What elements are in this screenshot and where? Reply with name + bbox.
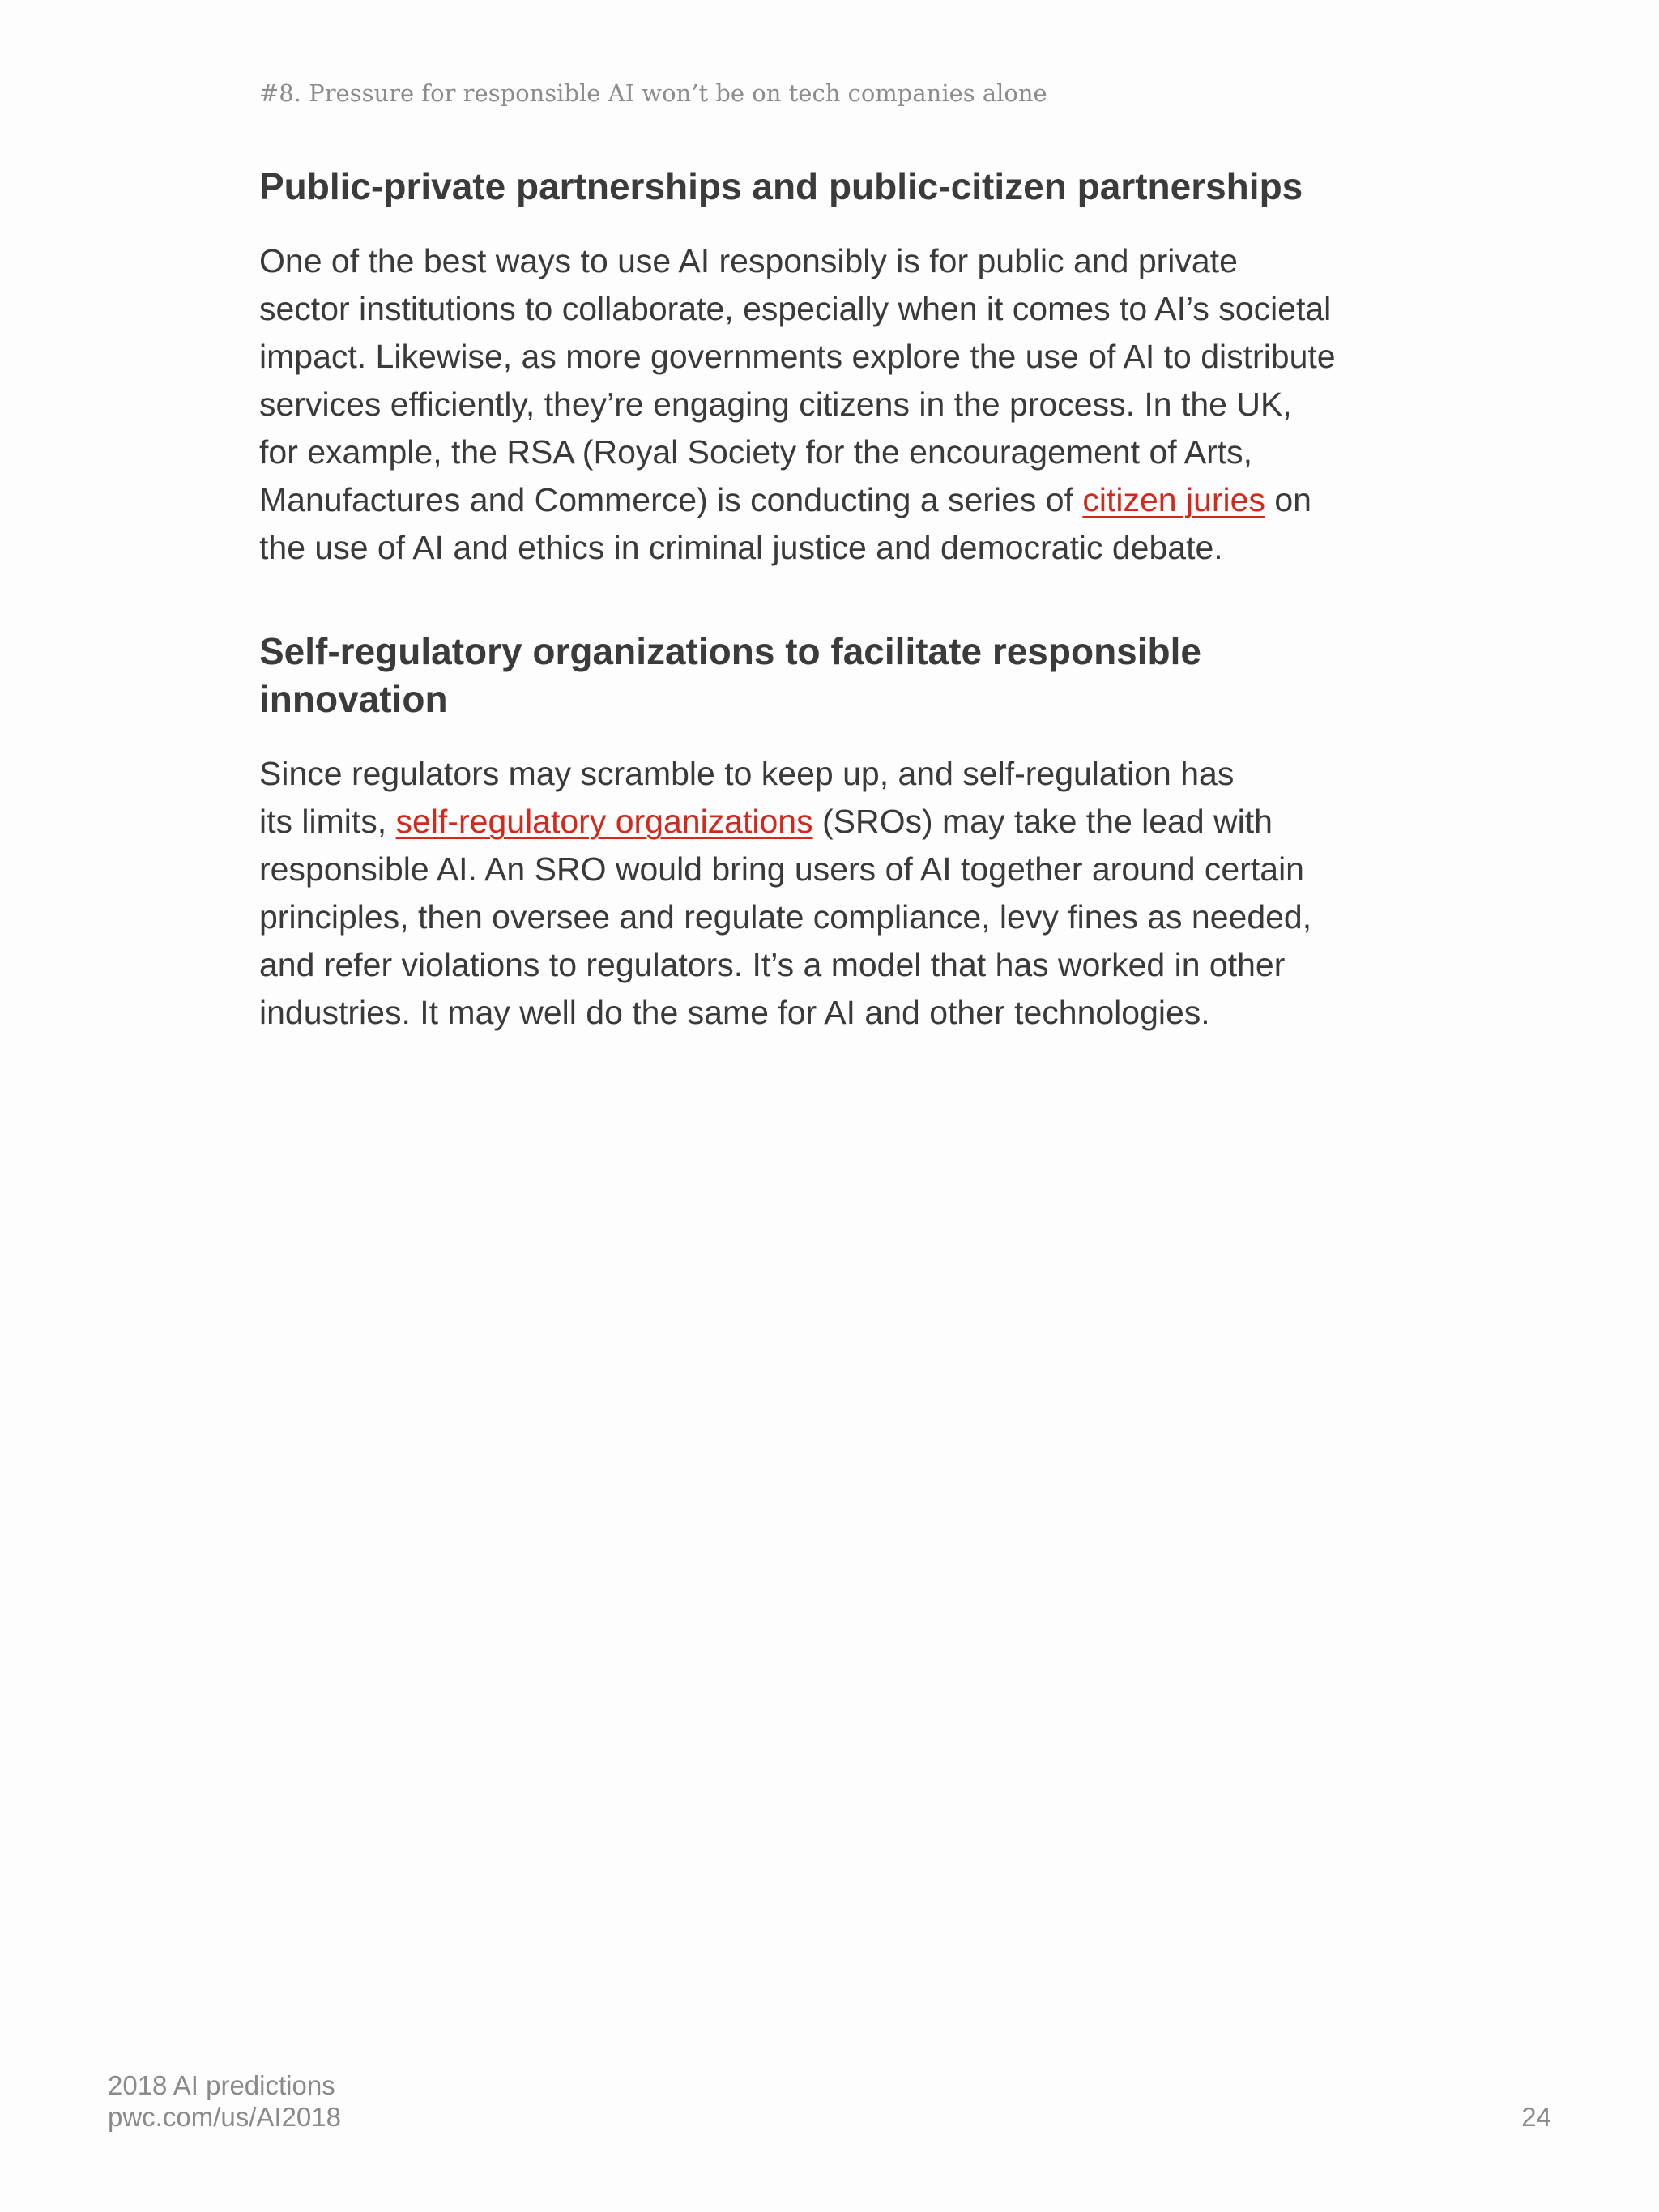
- text-segment: (SROs) may take the lead with: [812, 803, 1273, 840]
- text-segment: on: [1265, 481, 1311, 518]
- paragraph-line: [259, 798, 1273, 846]
- section-title-sro-continued: innovation: [259, 678, 448, 720]
- paragraph-line: and refer violations to regulators. It’s a model that has worked in other: [259, 946, 1286, 983]
- paragraph-line: Since regulators may scramble to keep up, and self-regulation has: [259, 755, 1235, 792]
- paragraph-line: impact. Likewise, as more governments explore the use of AI to distribute: [259, 338, 1336, 375]
- page-number: 24: [1521, 2102, 1551, 2132]
- text-segment: its limits,: [259, 803, 396, 840]
- paragraph-line: industries. It may well do the same for AI and other technologies.: [259, 994, 1210, 1031]
- paragraph-line: sector institutions to collaborate, especially when it comes to AI’s societal: [259, 290, 1332, 327]
- paragraph-line: [259, 476, 1311, 524]
- section-title-sro: Self-regulatory organizations to facilitate responsible: [259, 630, 1202, 672]
- citizen-juries-link[interactable]: citizen juries: [1082, 481, 1265, 518]
- paragraph-line: the use of AI and ethics in criminal justice and democratic debate.: [259, 529, 1223, 566]
- footer-publication-info: [108, 2069, 341, 2133]
- running-header: #8. Pressure for responsible AI won’t be on tech companies alone: [259, 79, 1047, 107]
- footer-publication-title: 2018 AI predictions: [108, 2070, 335, 2100]
- paragraph-line: responsible AI. An SRO would bring users of AI together around certain: [259, 850, 1304, 888]
- footer-url: pwc.com/us/AI2018: [108, 2102, 341, 2132]
- self-regulatory-organizations-link[interactable]: self-regulatory organizations: [395, 803, 813, 840]
- paragraph-line: One of the best ways to use AI responsibly is for public and private: [259, 242, 1238, 279]
- section-title-partnerships: Public-private partnerships and public-citizen partnerships: [259, 165, 1303, 207]
- paragraph-line: for example, the RSA (Royal Society for the encouragement of Arts,: [259, 433, 1253, 471]
- text-segment: Manufactures and Commerce) is conducting a series of: [259, 481, 1083, 518]
- paragraph-line: services efficiently, they’re engaging citizens in the process. In the UK,: [259, 386, 1292, 423]
- paragraph-line: principles, then oversee and regulate compliance, levy fines as needed,: [259, 898, 1312, 936]
